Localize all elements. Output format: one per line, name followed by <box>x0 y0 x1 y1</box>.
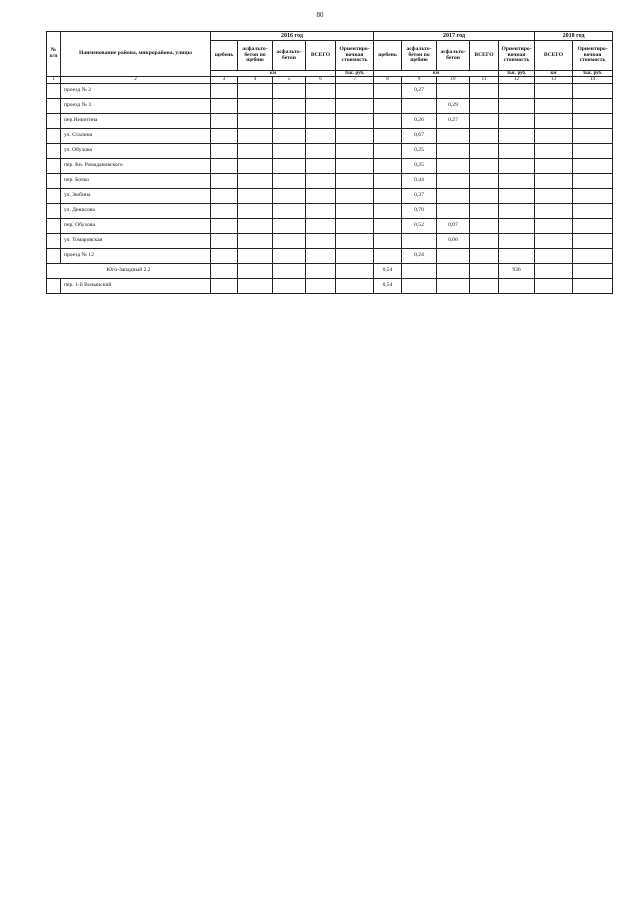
value-cell <box>336 234 374 249</box>
value-cell <box>306 129 336 144</box>
value-cell <box>273 114 306 129</box>
value-cell <box>573 174 613 189</box>
value-cell <box>535 264 573 279</box>
value-cell <box>535 189 573 204</box>
unit-2016-cost: тыс. руб. <box>336 71 374 77</box>
value-cell <box>573 84 613 99</box>
value-cell <box>211 204 238 219</box>
street-name-cell: пер.Никитина <box>61 114 211 129</box>
value-cell <box>336 279 374 294</box>
value-cell <box>499 189 535 204</box>
value-cell <box>499 174 535 189</box>
value-cell <box>238 234 273 249</box>
value-cell: 936 <box>499 264 535 279</box>
street-name-cell: ул. Зюбина <box>61 189 211 204</box>
row-index-cell <box>47 279 61 294</box>
value-cell <box>499 159 535 174</box>
year-2016-header: 2016 год <box>211 32 374 41</box>
table-row <box>47 159 613 174</box>
value-cell <box>211 159 238 174</box>
value-cell <box>273 204 306 219</box>
value-cell <box>336 219 374 234</box>
value-cell <box>499 204 535 219</box>
value-cell <box>374 189 402 204</box>
value-cell <box>437 279 470 294</box>
row-index-cell <box>47 249 61 264</box>
value-cell <box>499 144 535 159</box>
value-cell <box>402 234 437 249</box>
value-cell <box>211 219 238 234</box>
value-cell <box>306 219 336 234</box>
value-cell <box>211 234 238 249</box>
value-cell <box>402 264 437 279</box>
table-row <box>47 189 613 204</box>
value-cell <box>306 84 336 99</box>
value-cell <box>437 144 470 159</box>
value-cell <box>499 114 535 129</box>
value-cell <box>470 99 499 114</box>
value-cell <box>374 84 402 99</box>
value-cell <box>306 249 336 264</box>
value-cell <box>437 84 470 99</box>
row-index-cell <box>47 174 61 189</box>
column-number: 7 <box>336 77 374 84</box>
value-cell: 0,52 <box>402 219 437 234</box>
value-cell: 0,67 <box>402 129 437 144</box>
value-cell <box>535 129 573 144</box>
column-number: 6 <box>306 77 336 84</box>
value-cell: 0,27 <box>437 114 470 129</box>
value-cell <box>437 204 470 219</box>
column-number: 8 <box>374 77 402 84</box>
table-row <box>47 99 613 114</box>
value-cell <box>211 129 238 144</box>
h2017-asphalt: асфальто-бетон <box>437 41 470 71</box>
h2018-cost: Ориентиро-вочная стоимость <box>573 41 613 71</box>
value-cell <box>273 159 306 174</box>
value-cell <box>470 204 499 219</box>
street-name-cell: пер. Бочко <box>61 174 211 189</box>
value-cell <box>374 159 402 174</box>
value-cell <box>470 189 499 204</box>
value-cell <box>573 234 613 249</box>
table-row <box>47 114 613 129</box>
value-cell: 0,54 <box>374 279 402 294</box>
value-cell: 0,44 <box>402 174 437 189</box>
value-cell <box>306 159 336 174</box>
value-cell: 0,24 <box>402 249 437 264</box>
value-cell <box>573 129 613 144</box>
value-cell <box>238 174 273 189</box>
unit-2017-km: км <box>374 71 499 77</box>
value-cell <box>573 99 613 114</box>
value-cell <box>535 219 573 234</box>
value-cell <box>573 114 613 129</box>
group-row <box>47 264 613 279</box>
value-cell <box>374 129 402 144</box>
value-cell <box>273 144 306 159</box>
value-cell <box>374 99 402 114</box>
value-cell <box>273 264 306 279</box>
value-cell <box>211 99 238 114</box>
value-cell <box>273 129 306 144</box>
value-cell: 0,54 <box>374 264 402 279</box>
h2016-total: ВСЕГО <box>306 41 336 71</box>
column-number: 1 <box>47 77 61 84</box>
value-cell <box>238 189 273 204</box>
row-index-cell <box>47 129 61 144</box>
value-cell <box>535 279 573 294</box>
street-name-cell: проезд № 2 <box>61 84 211 99</box>
table-row <box>47 144 613 159</box>
value-cell <box>211 249 238 264</box>
unit-2016-km: км <box>211 71 336 77</box>
h2017-gravel: щебень <box>374 41 402 71</box>
value-cell <box>238 219 273 234</box>
column-number: 10 <box>437 77 470 84</box>
year-2017-header: 2017 год <box>374 32 535 41</box>
value-cell <box>238 114 273 129</box>
column-number: 12 <box>499 77 535 84</box>
value-cell <box>437 189 470 204</box>
value-cell <box>470 159 499 174</box>
column-number: 2 <box>61 77 211 84</box>
value-cell <box>535 84 573 99</box>
value-cell <box>499 129 535 144</box>
value-cell <box>402 279 437 294</box>
value-cell <box>573 189 613 204</box>
row-index-cell <box>47 189 61 204</box>
value-cell <box>211 174 238 189</box>
value-cell <box>238 249 273 264</box>
value-cell: 0,25 <box>402 144 437 159</box>
value-cell <box>535 174 573 189</box>
value-cell <box>306 99 336 114</box>
value-cell <box>238 84 273 99</box>
column-number: 14 <box>573 77 613 84</box>
value-cell <box>374 234 402 249</box>
value-cell <box>306 234 336 249</box>
value-cell <box>211 264 238 279</box>
row-index-cell <box>47 219 61 234</box>
value-cell <box>336 144 374 159</box>
value-cell <box>374 144 402 159</box>
h2016-asphalt: асфальто-бетон <box>273 41 306 71</box>
road-program-table <box>46 31 613 294</box>
h2016-cost: Ориентиро-вочная стоимость <box>336 41 374 71</box>
value-cell <box>273 84 306 99</box>
value-cell: 0,27 <box>402 84 437 99</box>
value-cell <box>499 99 535 114</box>
value-cell <box>238 144 273 159</box>
col-no-header: № п/п <box>47 32 61 77</box>
value-cell <box>336 204 374 219</box>
value-cell <box>437 159 470 174</box>
year-2018-header: 2018 год <box>535 32 613 41</box>
street-name-cell: ул. Томаровская <box>61 234 211 249</box>
value-cell <box>374 114 402 129</box>
value-cell: 0,26 <box>402 114 437 129</box>
h2017-asphalt-gravel: асфальто-бетон по щебню <box>402 41 437 71</box>
value-cell <box>535 144 573 159</box>
value-cell <box>336 159 374 174</box>
unit-2018-cost: тыс. руб. <box>573 71 613 77</box>
table-row <box>47 234 613 249</box>
column-number: 4 <box>238 77 273 84</box>
column-number-row <box>47 77 613 84</box>
value-cell <box>306 174 336 189</box>
value-cell <box>211 189 238 204</box>
value-cell <box>211 279 238 294</box>
value-cell <box>273 99 306 114</box>
h2017-cost: Ориентиро-вочная стоимость <box>499 41 535 71</box>
unit-2017-cost: тыс. руб. <box>499 71 535 77</box>
column-number: 11 <box>470 77 499 84</box>
table-row <box>47 84 613 99</box>
value-cell <box>573 159 613 174</box>
value-cell <box>211 84 238 99</box>
value-cell <box>306 279 336 294</box>
value-cell <box>273 279 306 294</box>
value-cell <box>535 159 573 174</box>
value-cell <box>535 204 573 219</box>
value-cell <box>470 129 499 144</box>
value-cell <box>273 174 306 189</box>
column-number: 9 <box>402 77 437 84</box>
street-name-cell: ул. Сталина <box>61 129 211 144</box>
value-cell <box>437 174 470 189</box>
value-cell <box>273 189 306 204</box>
table-row <box>47 204 613 219</box>
value-cell <box>437 129 470 144</box>
value-cell <box>273 249 306 264</box>
row-index-cell <box>47 114 61 129</box>
street-name-cell: пер. Обухова <box>61 219 211 234</box>
value-cell <box>470 249 499 264</box>
value-cell: 0,37 <box>402 189 437 204</box>
column-number: 5 <box>273 77 306 84</box>
group-name-cell: Юго-Западный 2.2 <box>47 264 211 279</box>
value-cell <box>374 249 402 264</box>
value-cell <box>470 234 499 249</box>
column-number: 13 <box>535 77 573 84</box>
value-cell <box>470 144 499 159</box>
value-cell <box>273 234 306 249</box>
street-name-cell: ул. Денисова <box>61 204 211 219</box>
value-cell <box>499 219 535 234</box>
value-cell <box>306 144 336 159</box>
value-cell <box>573 264 613 279</box>
value-cell <box>437 249 470 264</box>
value-cell <box>573 279 613 294</box>
value-cell <box>238 279 273 294</box>
value-cell <box>238 204 273 219</box>
street-name-cell: пер. Кн. Ромадановского <box>61 159 211 174</box>
unit-2018-km: км <box>535 71 573 77</box>
value-cell: 0,29 <box>437 99 470 114</box>
value-cell <box>306 189 336 204</box>
value-cell <box>573 249 613 264</box>
value-cell <box>470 279 499 294</box>
value-cell <box>573 144 613 159</box>
value-cell <box>306 114 336 129</box>
value-cell <box>336 174 374 189</box>
h2017-total: ВСЕГО <box>470 41 499 71</box>
h2016-gravel: щебень <box>211 41 238 71</box>
value-cell <box>499 234 535 249</box>
value-cell <box>211 144 238 159</box>
table-row <box>47 219 613 234</box>
value-cell <box>336 99 374 114</box>
row-index-cell <box>47 234 61 249</box>
street-name-cell: ул. Обухова <box>61 144 211 159</box>
value-cell <box>306 264 336 279</box>
value-cell <box>238 264 273 279</box>
row-index-cell <box>47 84 61 99</box>
h2016-asphalt-gravel: асфальто-бетон по щебню <box>238 41 273 71</box>
h2018-total: ВСЕГО <box>535 41 573 71</box>
value-cell <box>535 114 573 129</box>
value-cell <box>273 219 306 234</box>
table-row <box>47 129 613 144</box>
value-cell <box>499 249 535 264</box>
value-cell <box>336 264 374 279</box>
street-name-cell: пер. 1-й Волынский <box>61 279 211 294</box>
value-cell <box>374 204 402 219</box>
row-index-cell <box>47 99 61 114</box>
row-index-cell <box>47 144 61 159</box>
value-cell <box>336 249 374 264</box>
value-cell <box>470 114 499 129</box>
value-cell <box>573 219 613 234</box>
value-cell <box>470 264 499 279</box>
value-cell <box>336 114 374 129</box>
value-cell <box>374 219 402 234</box>
table-row <box>47 249 613 264</box>
value-cell <box>238 159 273 174</box>
value-cell: 0,70 <box>402 204 437 219</box>
table-row <box>47 174 613 189</box>
value-cell <box>573 204 613 219</box>
value-cell: 0,25 <box>402 159 437 174</box>
street-name-cell: проезд № 3 <box>61 99 211 114</box>
value-cell: 0,06 <box>437 234 470 249</box>
value-cell <box>336 84 374 99</box>
value-cell <box>535 234 573 249</box>
value-cell <box>499 84 535 99</box>
value-cell <box>238 129 273 144</box>
value-cell <box>437 264 470 279</box>
value-cell <box>238 99 273 114</box>
value-cell <box>374 174 402 189</box>
row-index-cell <box>47 159 61 174</box>
value-cell <box>470 84 499 99</box>
page-number: 80 <box>316 11 324 19</box>
value-cell <box>470 174 499 189</box>
col-name-header: Наименование района, микрорайона, улицы <box>61 32 211 77</box>
value-cell <box>211 114 238 129</box>
table-row <box>47 279 613 294</box>
value-cell <box>499 279 535 294</box>
value-cell <box>306 204 336 219</box>
column-number: 3 <box>211 77 238 84</box>
street-name-cell: проезд № 12 <box>61 249 211 264</box>
value-cell <box>535 99 573 114</box>
value-cell <box>336 129 374 144</box>
row-index-cell <box>47 204 61 219</box>
value-cell <box>470 219 499 234</box>
value-cell <box>402 99 437 114</box>
value-cell: 0,07 <box>437 219 470 234</box>
value-cell <box>336 189 374 204</box>
value-cell <box>535 249 573 264</box>
